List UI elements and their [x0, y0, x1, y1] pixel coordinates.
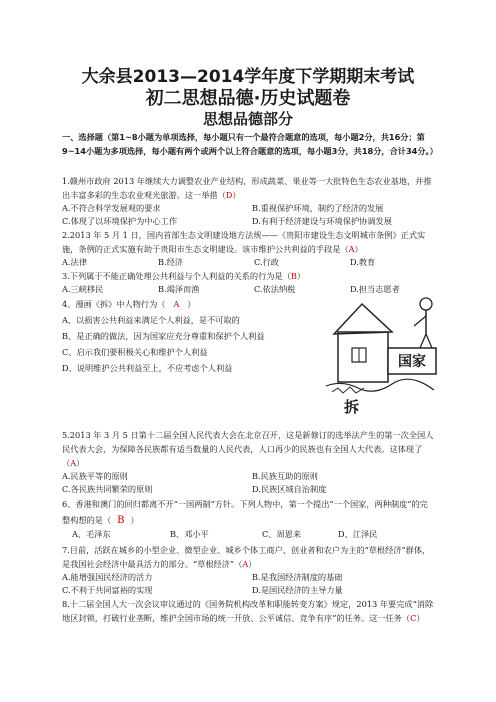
- q4-option-c: C、启示我们要积极关心和维护个人利益: [62, 347, 208, 357]
- q7-answer: A: [242, 559, 249, 569]
- q1-option-b: B.重视保护环境，制约了经济的发展: [252, 203, 384, 213]
- q2-answer: A: [348, 244, 355, 254]
- q5-answer: A: [70, 458, 77, 468]
- q2-stem: 2.2013 年 5 月 1 日，国内首部生态文明建设地方法规——《贵阳市建设生态文明城市条例》正式实施，条例的正式实施有助于贵阳市生态文明建设。该市维护公共利益的手段是（A）: [62, 230, 426, 254]
- q3-option-c: C.依法纳税: [254, 284, 296, 294]
- q6-option-d: D、江泽民: [338, 529, 378, 539]
- demolition-cartoon: [322, 286, 440, 418]
- q1-option-d: D.有利于经济建设与环境保护协调发展: [252, 216, 392, 226]
- q5-stem: 5.2013 年 3 月 5 日第十二届全国人民代表大会在北京召开，这是新修订的选举法产生的第一次全国人民代表大会，为保障各民族都有适当数量的人民代表，人口再少的民族也有全国人大代表。这体现了（A）: [62, 430, 434, 468]
- cartoon-sign: 国家: [398, 354, 426, 370]
- section-title: 思想品德部分: [202, 110, 293, 128]
- q2-option-b: B.经济: [158, 257, 183, 267]
- q7-option-b: B.是我国经济制度的基础: [252, 572, 343, 582]
- q8-stem: 8.十二届全国人大一次会议审议通过的《国务院机构改革和职能转变方案》规定，2013 年要完成“消除地区封锁，打破行业垄断，维护全国市场的统一开放、公平诚信、竞争有序”的任务。这一任务（C）: [62, 599, 434, 623]
- q6-answer: B: [117, 515, 125, 526]
- q3-stem: 3.下列属于不能正确处理公共利益与个人利益的关系的行为是（B）: [62, 271, 306, 281]
- q7-option-d: D.是国民经济的主导力量: [252, 585, 343, 595]
- q5-option-c: C.各民族共同繁荣的原则: [62, 484, 153, 494]
- q2-option-c: C.行政: [254, 257, 279, 267]
- q8-answer: C: [410, 613, 417, 623]
- q4-option-a: A、以损害公共利益来满足个人利益，是不可取的: [62, 315, 240, 325]
- q3-option-a: A.三峡移民: [62, 284, 104, 294]
- q7-option-a: A.能增强国民经济的活力: [62, 572, 153, 582]
- exam-title: 大余县2013—2014学年度下学期期末考试: [81, 67, 415, 87]
- q4-option-b: B、是正确的做法，因为国家应充分尊重和保护个人利益: [62, 331, 265, 341]
- section1-heading: 一、选择题（第1~8小题为单项选择，每小题只有一个最符合题意的选项，每小题2分，共16分；第9~14小题为多项选择，每小题有两个或两个以上符合题意的选项，每小题3分，共18分，合计34分。）: [62, 132, 438, 156]
- q3-answer: B: [290, 271, 297, 281]
- q4-stem: 4、漫画《拆》中人物行为（ A ）: [62, 299, 196, 309]
- q6-option-a: A、毛泽东: [72, 529, 111, 539]
- q3-option-b: B.竭泽而渔: [158, 284, 200, 294]
- q1-stem: 1.赣州市政府 2013 年继续大力调整农业产业结构，形成蔬菜、果业等一大批特色生态农业基地，并推出丰富多彩的生态农业观光旅游。这一举措（D）: [62, 176, 432, 200]
- q1-option-c: C.体现了以环境保护为中心工作: [62, 216, 178, 226]
- q4-option-d: D、说明维护公共利益至上，不应考虑个人利益: [62, 363, 233, 373]
- q3-option-d: D.担当志愿者: [350, 284, 400, 294]
- q5-option-b: B.民族互助的原则: [252, 471, 318, 481]
- q7-stem: 7.目前，活跃在城乡的小型企业、微型企业、城乡个体工商户、创业者和农户为主的“草根经济”群体，是我国社会经济中最具活力的部分。“草根经济”（A）: [62, 545, 431, 569]
- q5-option-d: D.民族区域自治制度: [252, 484, 327, 494]
- q2-option-d: D.教育: [350, 257, 376, 267]
- q1-option-a: A.不符合科学发展观的要求: [62, 203, 161, 213]
- q6-option-b: B、邓小平: [170, 529, 209, 539]
- q6-option-c: C、周恩来: [262, 529, 302, 539]
- cartoon-caption: 拆: [344, 398, 360, 416]
- q7-option-c: C.不利于共同富裕的实现: [62, 585, 153, 595]
- q4-answer: A: [173, 299, 180, 309]
- q2-option-a: A.法律: [62, 257, 87, 267]
- q5-option-a: A.民族平等的原则: [62, 471, 128, 481]
- q6-stem: 6、香港和澳门的回归都离不开“一国两制”方针。下列人物中，第一个提出“一个国家，两种制度”的完整构想的是（ B ）: [62, 499, 428, 526]
- exam-subtitle: 初二思想品德·历史试题卷: [145, 88, 351, 109]
- q1-answer: D: [225, 190, 233, 200]
